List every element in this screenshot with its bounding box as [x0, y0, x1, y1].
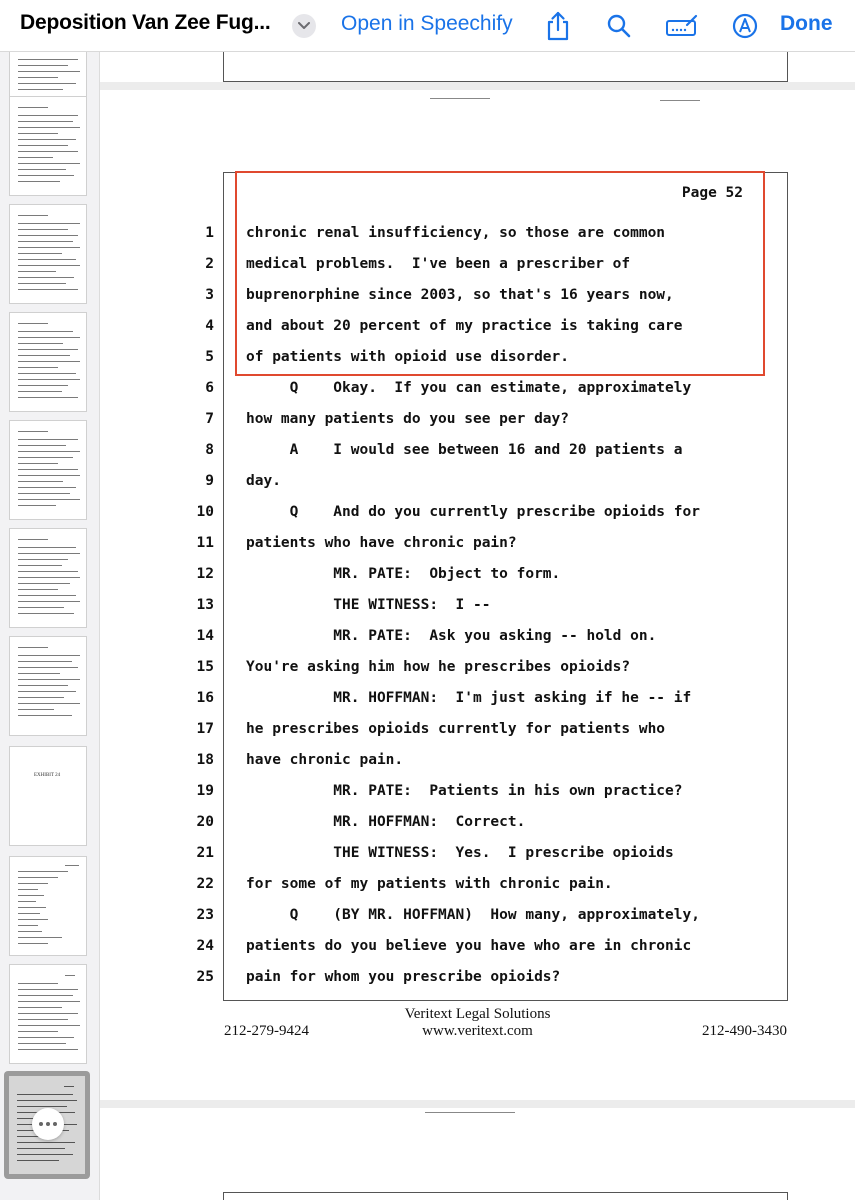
line-number: 25 — [196, 969, 214, 985]
line-text[interactable]: Q And do you currently prescribe opioids for — [246, 504, 700, 520]
transcript-line — [205, 405, 824, 436]
footer-company: Veritext Legal Solutions — [404, 1006, 551, 1022]
line-number: 24 — [196, 938, 214, 954]
page-thumbnail[interactable] — [9, 856, 87, 956]
line-text[interactable]: THE WITNESS: Yes. I prescribe opioids — [246, 845, 674, 861]
line-text[interactable]: medical problems. I've been a prescriber of — [246, 256, 631, 272]
line-number: 19 — [196, 783, 214, 799]
line-number: 14 — [196, 628, 214, 644]
line-number: 23 — [196, 907, 214, 923]
line-text[interactable]: he prescribes opioids currently for patients who — [246, 721, 666, 737]
line-text[interactable]: You're asking him how he prescribes opioids? — [246, 659, 631, 675]
pen-tip-icon[interactable] — [729, 10, 761, 42]
line-number: 11 — [196, 535, 214, 551]
page-thumbnail[interactable] — [9, 636, 87, 736]
line-number: 3 — [205, 287, 214, 303]
line-number: 22 — [196, 876, 214, 892]
done-button[interactable]: Done — [780, 12, 833, 35]
transcript-line — [196, 498, 824, 529]
line-text[interactable]: pain for whom you prescribe opioids? — [246, 969, 561, 985]
line-text[interactable]: chronic renal insufficiency, so those are common — [246, 225, 666, 241]
transcript-line — [205, 436, 824, 467]
line-text[interactable]: A I would see between 16 and 20 patients a — [246, 442, 683, 458]
line-number: 21 — [196, 845, 214, 861]
footer-phone-right: 212-490-3430 — [702, 1023, 787, 1039]
share-icon[interactable] — [542, 10, 574, 42]
line-text[interactable]: Q (BY MR. HOFFMAN) How many, approximately, — [246, 907, 700, 923]
transcript-line — [196, 560, 824, 591]
line-number: 8 — [205, 442, 214, 458]
page-thumbnail[interactable] — [9, 420, 87, 520]
line-text[interactable]: THE WITNESS: I -- — [246, 597, 491, 613]
line-text[interactable]: MR. HOFFMAN: I'm just asking if he -- if — [246, 690, 692, 706]
transcript-line — [196, 653, 824, 684]
document-viewer[interactable] — [100, 52, 855, 1200]
page-thumbnail[interactable] — [9, 96, 87, 196]
line-number: 17 — [196, 721, 214, 737]
line-number: 1 — [205, 225, 214, 241]
line-text[interactable]: Q Okay. If you can estimate, approximately — [246, 380, 692, 396]
transcript-line — [196, 777, 824, 808]
transcript-line — [196, 684, 824, 715]
transcript-line — [196, 529, 824, 560]
line-text[interactable]: patients who have chronic pain? — [246, 535, 517, 551]
page-thumbnail-exhibit[interactable] — [9, 746, 87, 846]
line-number: 7 — [205, 411, 214, 427]
exhibit-label: EXHIBIT 24 — [34, 773, 61, 778]
page-thumbnail[interactable] — [9, 528, 87, 628]
line-text[interactable]: of patients with opioid use disorder. — [246, 349, 570, 365]
transcript-line — [196, 622, 824, 653]
line-text[interactable]: MR. PATE: Object to form. — [246, 566, 561, 582]
search-icon[interactable] — [603, 10, 635, 42]
open-in-speechify-button[interactable]: Open in Speechify — [341, 12, 513, 35]
page-number: Page 52 — [681, 185, 743, 201]
line-text[interactable]: for some of my patients with chronic pain. — [246, 876, 613, 892]
next-page-edge — [100, 1108, 855, 1200]
line-number: 20 — [196, 814, 214, 830]
line-number: 16 — [196, 690, 214, 706]
page-thumbnail[interactable] — [9, 204, 87, 304]
line-number: 5 — [205, 349, 214, 365]
line-number: 9 — [205, 473, 214, 489]
line-number: 4 — [205, 318, 214, 334]
transcript-line — [196, 963, 824, 994]
line-number: 10 — [196, 504, 214, 520]
page-thumbnail[interactable] — [9, 964, 87, 1064]
transcript-line — [196, 932, 824, 963]
footer-phone-left: 212-279-9424 — [224, 1023, 309, 1039]
line-text[interactable]: MR. PATE: Patients in his own practice? — [246, 783, 683, 799]
previous-page-edge — [100, 52, 855, 82]
line-text[interactable]: have chronic pain. — [246, 752, 404, 768]
line-number: 13 — [196, 597, 214, 613]
line-number: 6 — [205, 380, 214, 396]
line-text[interactable]: how many patients do you see per day? — [246, 411, 570, 427]
line-text[interactable]: MR. PATE: Ask you asking -- hold on. — [246, 628, 657, 644]
transcript-line — [196, 839, 824, 870]
line-number: 15 — [196, 659, 214, 675]
page-thumbnail[interactable] — [9, 312, 87, 412]
transcript-line — [205, 467, 824, 498]
line-text[interactable]: day. — [246, 473, 281, 489]
line-number: 18 — [196, 752, 214, 768]
line-text[interactable]: buprenorphine since 2003, so that's 16 years now, — [246, 287, 674, 303]
chevron-down-icon[interactable] — [292, 14, 316, 38]
footer-website: www.veritext.com — [422, 1023, 533, 1039]
transcript-line — [196, 746, 824, 777]
ellipsis-icon[interactable] — [32, 1108, 64, 1140]
line-text[interactable]: MR. HOFFMAN: Correct. — [246, 814, 526, 830]
transcript-line — [205, 374, 824, 405]
transcript-line — [196, 870, 824, 901]
transcript-line — [196, 901, 824, 932]
transcript-line — [196, 591, 824, 622]
toolbar — [0, 0, 855, 52]
markup-icon[interactable] — [664, 10, 700, 42]
page-thumbnail-sidebar[interactable] — [0, 52, 100, 1200]
line-text[interactable]: patients do you believe you have who are in chronic — [246, 938, 692, 954]
transcript-line — [196, 808, 824, 839]
line-number: 2 — [205, 256, 214, 272]
line-text[interactable]: and about 20 percent of my practice is taking care — [246, 318, 683, 334]
line-number: 12 — [196, 566, 214, 582]
page-thumbnail[interactable] — [9, 52, 87, 100]
document-title[interactable]: Deposition Van Zee Fug... — [20, 11, 271, 34]
transcript-page — [100, 90, 855, 1100]
transcript-line — [196, 715, 824, 746]
highlight-box — [235, 171, 765, 376]
